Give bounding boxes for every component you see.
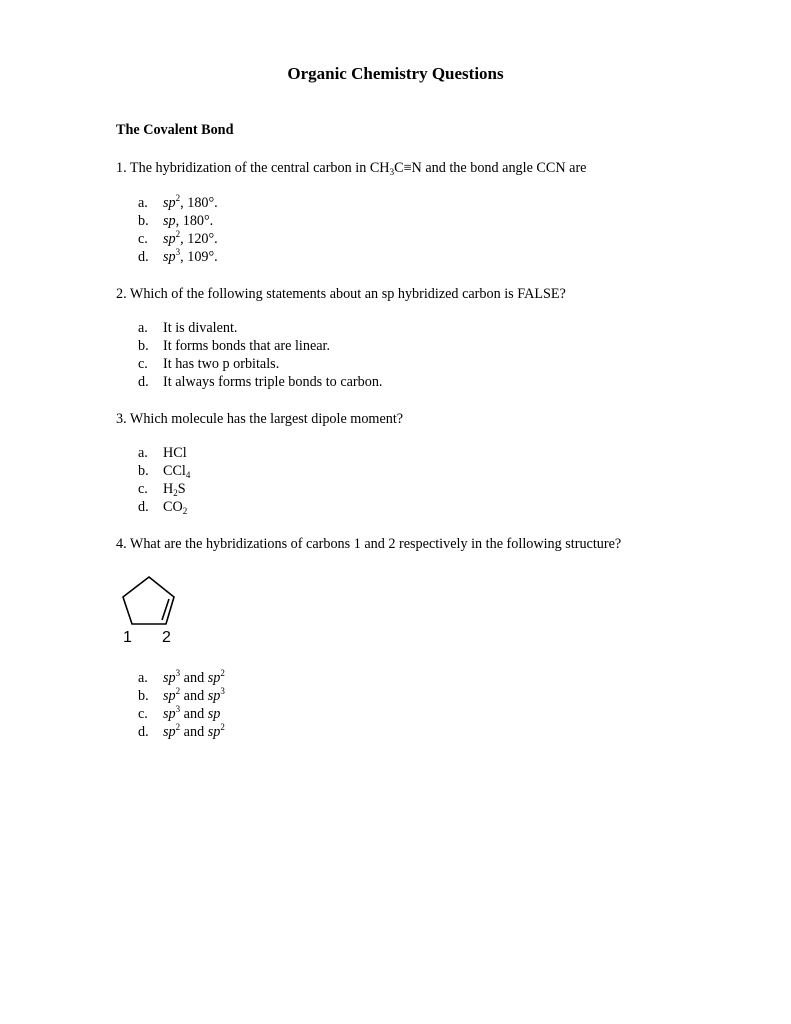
section-heading: The Covalent Bond: [116, 122, 234, 138]
option-letter: a.: [138, 320, 148, 336]
q3-option-a: [138, 445, 187, 462]
option-letter: d.: [138, 374, 149, 390]
option-letter: d.: [138, 249, 149, 265]
option-and: and: [180, 670, 208, 686]
option-hybridization-1: sp: [163, 670, 176, 686]
option-text: It always forms triple bonds to carbon.: [163, 374, 383, 390]
option-angle: , 180°.: [180, 195, 218, 211]
option-superscript: 2: [175, 229, 181, 239]
option-superscript: 2: [175, 193, 181, 203]
question-1: [116, 160, 586, 177]
question-1-suffix: C≡N and the bond angle CCN are: [394, 160, 587, 176]
option-hybridization-2: sp: [207, 688, 221, 704]
option-letter: c.: [138, 231, 148, 247]
option-text: It is divalent.: [163, 320, 238, 336]
option-subscript: 2: [182, 506, 188, 516]
option-superscript-2: 3: [220, 686, 225, 696]
option-and: and: [180, 706, 208, 722]
option-hybridization-1: sp: [163, 688, 176, 704]
option-subscript: 4: [185, 470, 191, 480]
q1-option-a: [138, 195, 218, 212]
option-letter: b.: [138, 338, 149, 354]
q2-option-d: [138, 374, 382, 391]
option-formula-suffix: S: [177, 481, 186, 497]
ring-outline: [123, 577, 174, 624]
option-letter: d.: [138, 499, 149, 515]
option-and: and: [180, 724, 208, 740]
option-hybridization: sp: [163, 213, 176, 229]
option-hybridization-1: sp: [163, 706, 176, 722]
option-hybridization-2: sp: [207, 706, 221, 722]
option-letter: b.: [138, 688, 149, 704]
q2-option-a: [138, 320, 237, 337]
document-title: Organic Chemistry Questions: [287, 64, 504, 83]
option-angle: , 120°.: [180, 231, 218, 247]
option-hybridization-2: sp: [207, 724, 221, 740]
option-superscript-2: 2: [220, 668, 225, 678]
q3-option-b: [138, 463, 190, 480]
option-letter: c.: [138, 356, 148, 372]
option-letter: c.: [138, 706, 148, 722]
option-superscript-1: 3: [175, 668, 181, 678]
q4-option-b: [138, 688, 225, 705]
q4-option-a: [138, 670, 225, 687]
option-hybridization: sp: [163, 249, 176, 265]
option-hybridization-2: sp: [207, 670, 221, 686]
option-superscript-1: 2: [175, 686, 181, 696]
option-text: It has two p orbitals.: [163, 356, 280, 372]
question-1-prefix: 1. The hybridization of the central carbon in CH: [116, 160, 390, 176]
q4-option-c: [138, 706, 220, 723]
question-3: 3. Which molecule has the largest dipole moment?: [116, 411, 404, 427]
option-formula: HCl: [163, 445, 187, 461]
option-letter: a.: [138, 445, 148, 461]
option-superscript-1: 2: [175, 722, 181, 732]
q1-option-b: [138, 213, 213, 230]
q3-option-d: [138, 499, 187, 516]
option-letter: b.: [138, 213, 149, 229]
option-subscript: 2: [173, 488, 178, 498]
option-letter: a.: [138, 195, 148, 211]
option-hybridization: sp: [163, 231, 176, 247]
option-superscript-2: 2: [220, 722, 225, 732]
option-formula: CCl: [163, 463, 186, 479]
option-hybridization-1: sp: [163, 724, 176, 740]
option-letter: d.: [138, 724, 149, 740]
q3-option-c: [138, 481, 186, 498]
option-angle: , 109°.: [180, 249, 218, 265]
option-hybridization: sp: [163, 195, 176, 211]
question-2: 2. Which of the following statements about an sp hybridized carbon is FALSE?: [116, 286, 566, 302]
option-superscript-1: 3: [175, 704, 181, 714]
q1-option-d: [138, 249, 218, 266]
q1-option-c: [138, 231, 218, 248]
carbon-label-1: 1: [123, 629, 132, 646]
q4-option-d: [138, 724, 225, 741]
q2-option-c: [138, 356, 279, 373]
cyclopentene-structure: [114, 570, 184, 646]
question-1-subscript: 3: [389, 167, 395, 177]
carbon-label-2: 2: [162, 629, 171, 646]
question-4: 4. What are the hybridizations of carbons 1 and 2 respectively in the following structure?: [116, 536, 622, 552]
option-formula: H: [163, 481, 174, 497]
option-letter: c.: [138, 481, 148, 497]
option-text: It forms bonds that are linear.: [163, 338, 331, 354]
option-letter: b.: [138, 463, 149, 479]
q2-option-b: [138, 338, 330, 355]
option-and: and: [180, 688, 208, 704]
option-angle: , 180°.: [175, 213, 214, 229]
option-formula: CO: [163, 499, 183, 515]
option-superscript: 3: [175, 247, 181, 257]
option-letter: a.: [138, 670, 148, 686]
